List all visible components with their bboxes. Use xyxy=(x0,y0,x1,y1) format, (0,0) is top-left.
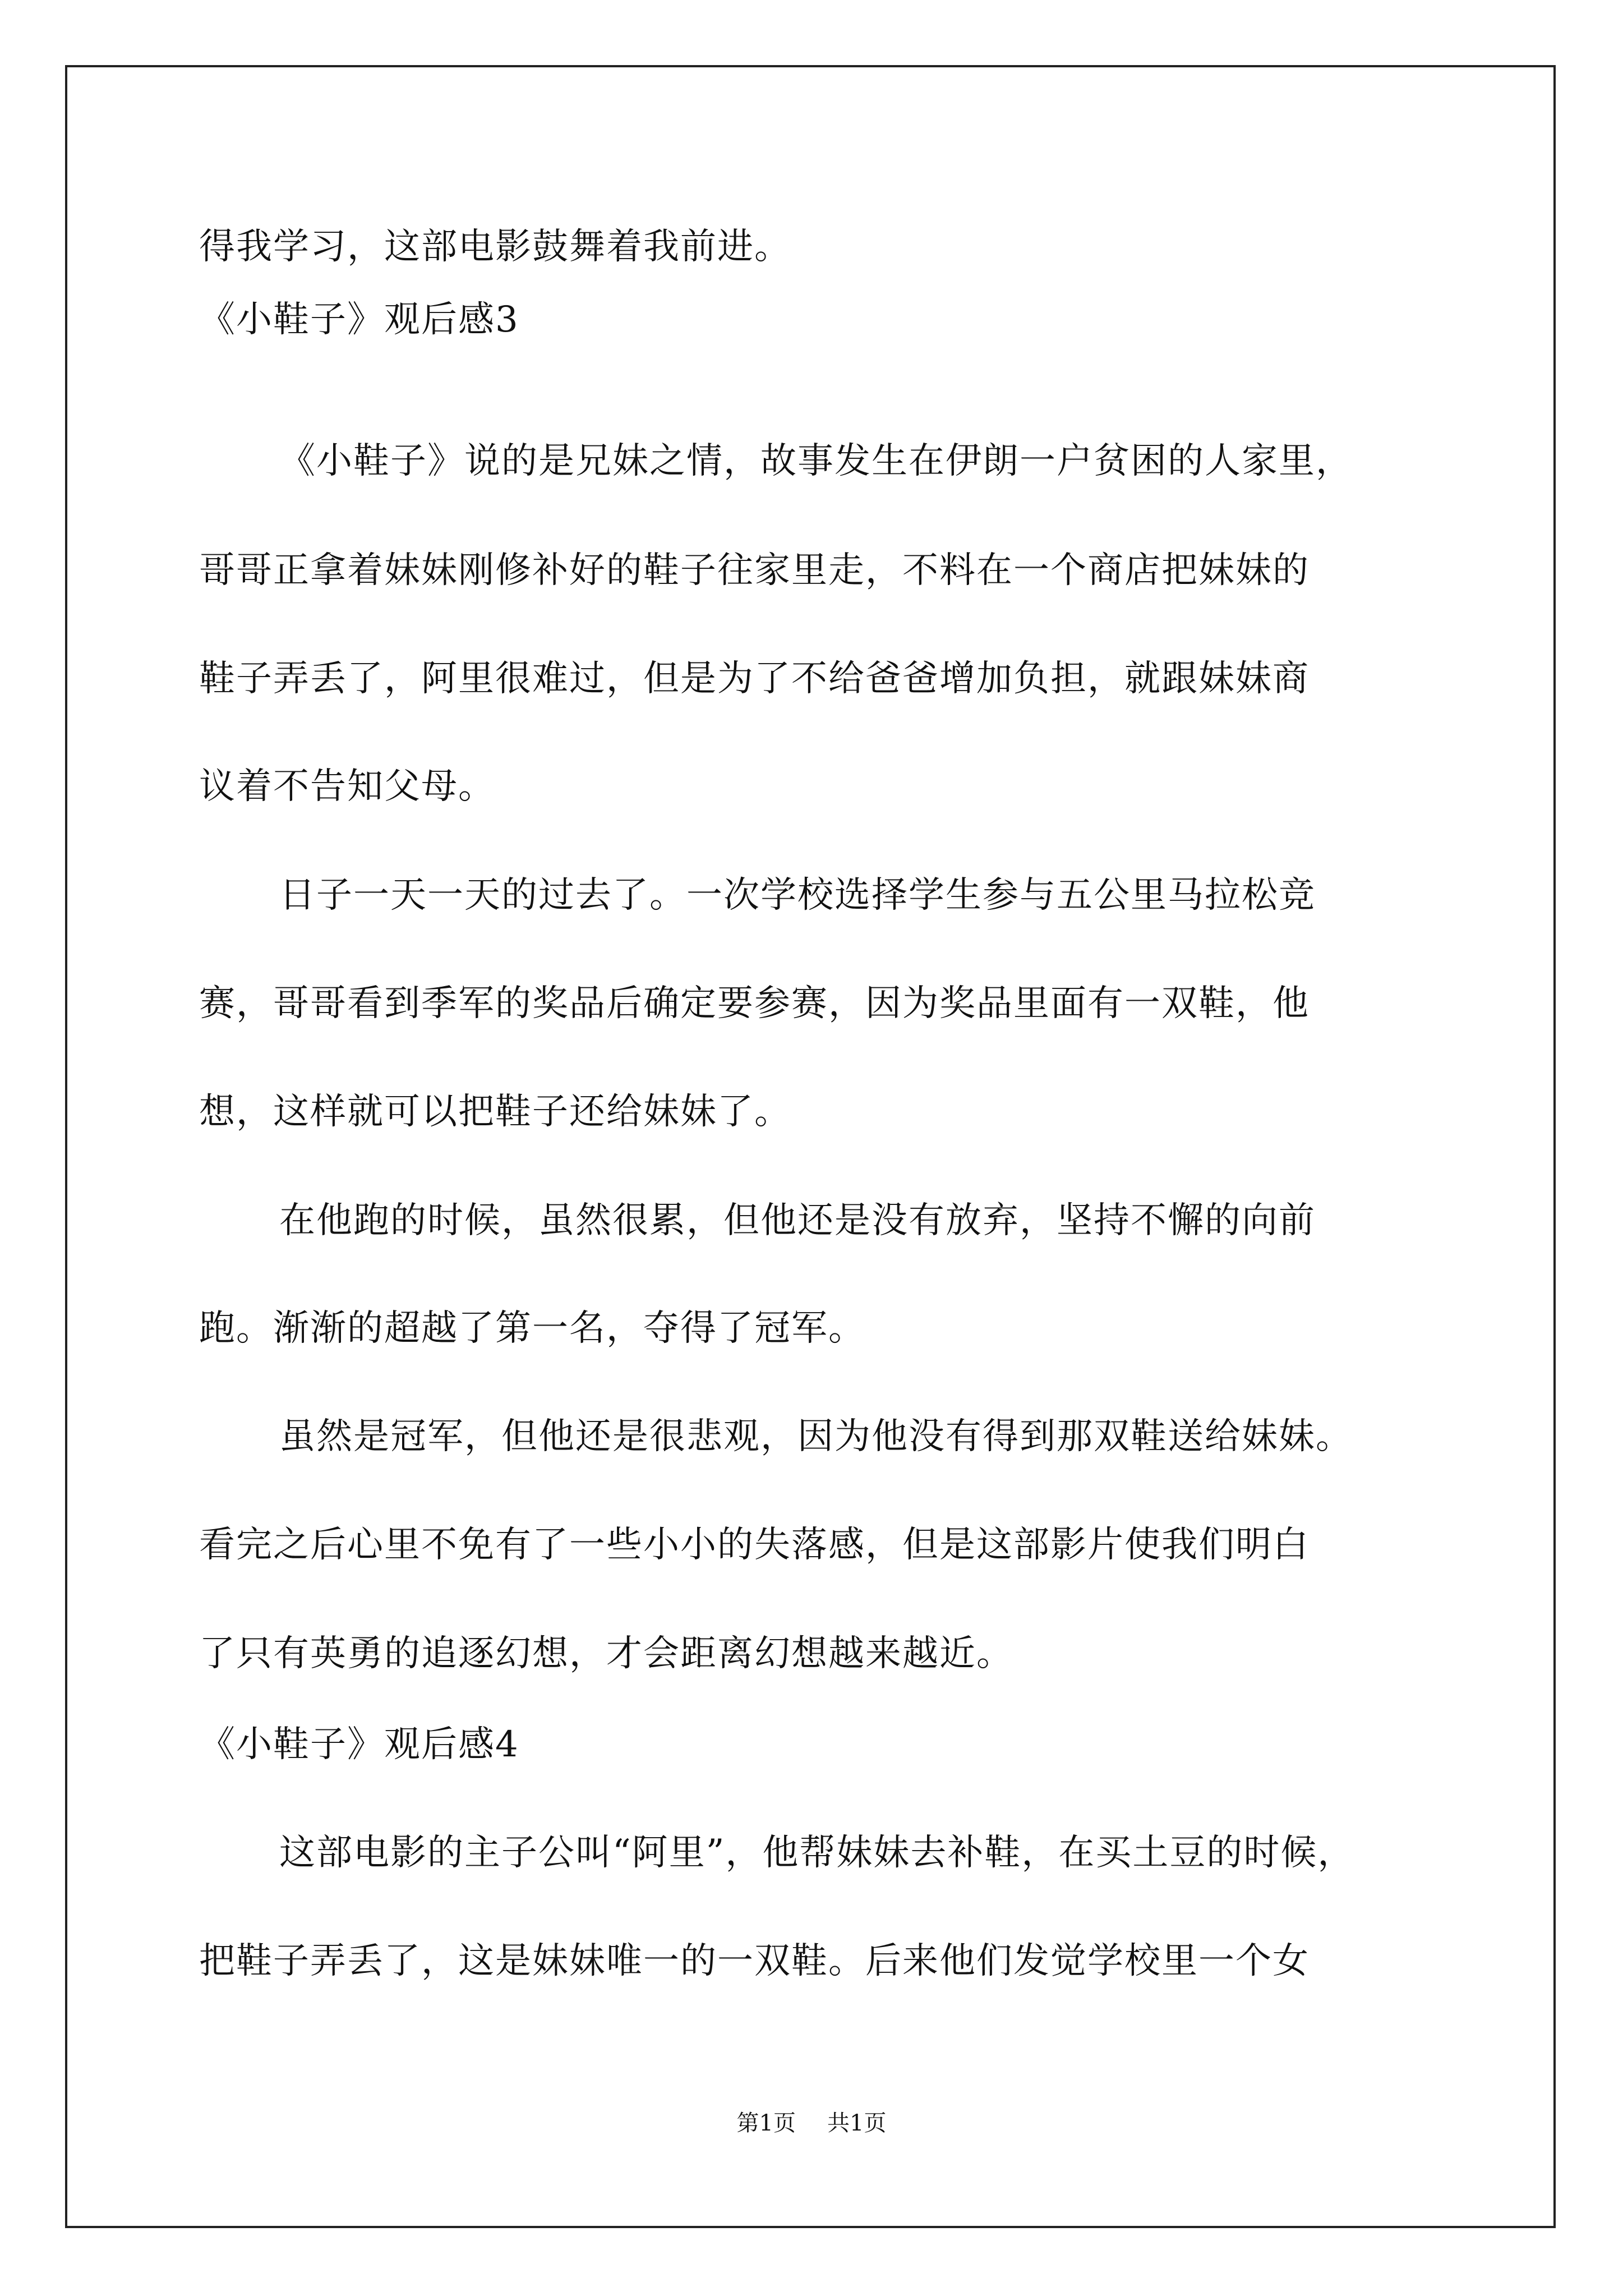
section-heading: 《小鞋子》观后感4 xyxy=(199,1724,519,1765)
text-line: 想，这样就可以把鞋子还给妹妹了。 xyxy=(199,1091,791,1133)
section-heading: 《小鞋子》观后感3 xyxy=(199,299,519,341)
text-line: 鞋子弄丢了，阿里很难过，但是为了不给爸爸增加负担，就跟妹妹商 xyxy=(199,658,1310,700)
text-line: 赛，哥哥看到季军的奖品后确定要参赛，因为奖品里面有一双鞋，他 xyxy=(199,983,1310,1024)
text-line: 哥哥正拿着妹妹刚修补好的鞋子往家里走，不料在一个商店把妹妹的 xyxy=(199,550,1310,591)
page-footer xyxy=(0,2112,1623,2134)
text-line: 把鞋子弄丢了，这是妹妹唯一的一双鞋。后来他们发觉学校里一个女 xyxy=(199,1940,1310,1982)
text-line: 议着不告知父母。 xyxy=(199,766,495,807)
text-line: 日子一天一天的过去了。一次学校选择学生参与五公里马拉松竞 xyxy=(279,875,1316,916)
text-line: 《小鞋子》说的是兄妹之情，故事发生在伊朗一户贫困的人家里， xyxy=(279,440,1353,482)
text-line: 了只有英勇的追逐幻想，才会距离幻想越来越近。 xyxy=(199,1633,1013,1674)
text-line: 在他跑的时候，虽然很累，但他还是没有放弃，坚持不懈的向前 xyxy=(279,1200,1316,1241)
text-line: 得我学习，这部电影鼓舞着我前进。 xyxy=(199,226,791,268)
page-total: 共1页 xyxy=(827,2110,887,2136)
text-line: 虽然是冠军，但他还是很悲观，因为他没有得到那双鞋送给妹妹。 xyxy=(279,1416,1353,1457)
text-line: 看完之后心里不免有了一些小小的失落感，但是这部影片使我们明白 xyxy=(199,1524,1310,1566)
page-number: 第1页 xyxy=(736,2110,796,2136)
page-border xyxy=(65,65,1556,2228)
text-line: 跑。渐渐的超越了第一名，夺得了冠军。 xyxy=(199,1308,865,1349)
text-line: 这部电影的主子公叫“阿里”，他帮妹妹去补鞋，在买土豆的时候， xyxy=(279,1832,1355,1874)
